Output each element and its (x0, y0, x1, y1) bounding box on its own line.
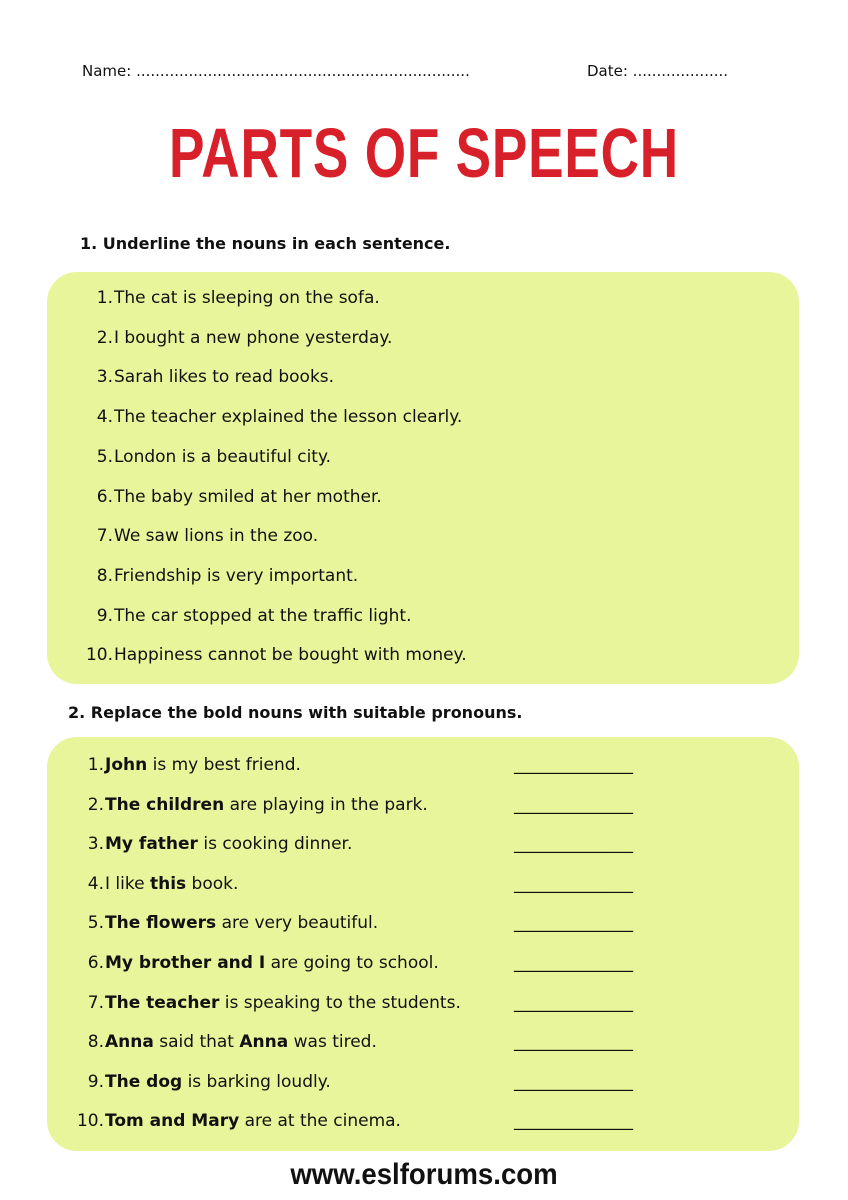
item-sentence: The baby smiled at her mother. (114, 486, 382, 507)
list-item (47, 1032, 799, 1062)
item-sentence (105, 755, 301, 775)
sentence-text: is speaking to the students. (219, 992, 461, 1013)
list-item (47, 487, 799, 517)
sentence-text: are going to school. (265, 953, 439, 973)
item-sentence: The car stopped at the traffic light. (114, 605, 412, 626)
answer-blank[interactable]: ______________ (514, 873, 633, 894)
list-item (47, 834, 799, 864)
item-number: 2. (87, 794, 104, 815)
list-item (47, 566, 799, 596)
section1-instruction: 1. Underline the nouns in each sentence. (80, 234, 451, 253)
answer-blank[interactable]: ______________ (514, 794, 633, 815)
item-number: 1. (96, 288, 113, 308)
item-sentence: I bought a new phone yesterday. (114, 327, 393, 348)
sentence-text: are very beautiful. (216, 913, 379, 934)
list-item (47, 526, 799, 556)
item-sentence: Sarah likes to read books. (114, 367, 335, 388)
sentence-text: is cooking dinner. (197, 834, 353, 855)
item-sentence: London is a beautiful city. (114, 446, 332, 467)
item-number: 3. (87, 834, 104, 855)
item-number: 10. (76, 1111, 104, 1132)
answer-blank[interactable]: ______________ (514, 1111, 633, 1132)
item-sentence (105, 795, 428, 815)
item-number: 4. (87, 873, 104, 894)
list-item (47, 328, 799, 358)
bold-noun: Tom and Mary (105, 1111, 240, 1132)
item-number: 6. (96, 486, 113, 507)
sentence-text: I like (105, 873, 150, 894)
list-item (47, 407, 799, 437)
section2-panel (47, 737, 799, 1151)
item-number: 8. (87, 1032, 104, 1053)
page-title: PARTS OF SPEECH (169, 114, 679, 192)
list-item (47, 1072, 799, 1102)
item-sentence (105, 993, 461, 1013)
name-field: Name: ...................................................................... (82, 62, 470, 80)
section1-panel (47, 272, 799, 684)
item-number: 8. (96, 565, 113, 586)
list-item (47, 447, 799, 477)
bold-noun: John (105, 755, 148, 775)
list-item (47, 913, 799, 943)
list-item (47, 645, 799, 675)
list-item (47, 1111, 799, 1141)
sentence-text: is my best friend. (147, 755, 301, 775)
item-number: 1. (87, 755, 104, 775)
bold-noun: The children (105, 794, 225, 815)
item-number: 7. (87, 992, 104, 1013)
footer-website: www.eslforums.com (290, 1158, 558, 1191)
item-number: 6. (87, 953, 104, 973)
answer-blank[interactable]: ______________ (514, 755, 633, 775)
bold-noun: My brother and I (105, 953, 266, 973)
bold-noun: The flowers (105, 913, 217, 934)
item-sentence (105, 1111, 401, 1131)
sentence-text: is barking loudly. (182, 1071, 331, 1092)
sentence-text: are playing in the park. (224, 794, 428, 815)
bold-noun: My father (105, 834, 198, 855)
list-item (47, 993, 799, 1023)
answer-blank[interactable]: ______________ (514, 992, 633, 1013)
list-item (47, 288, 799, 318)
bold-noun: Anna (239, 1032, 289, 1053)
item-number: 9. (87, 1071, 104, 1092)
item-sentence (105, 913, 378, 933)
sentence-text: are at the cinema. (239, 1111, 401, 1132)
item-sentence: Happiness cannot be bought with money. (114, 645, 467, 666)
answer-blank[interactable]: ______________ (514, 1032, 633, 1053)
list-item (47, 367, 799, 397)
item-sentence (105, 1032, 377, 1052)
list-item (47, 874, 799, 904)
item-sentence: The cat is sleeping on the sofa. (114, 288, 380, 308)
item-number: 9. (96, 605, 113, 626)
item-number: 5. (96, 446, 113, 467)
sentence-text: said that (153, 1032, 240, 1053)
item-number: 5. (87, 913, 104, 934)
list-item (47, 755, 799, 785)
section2-instruction: 2. Replace the bold nouns with suitable pronouns. (68, 703, 523, 722)
item-number: 4. (96, 407, 113, 428)
item-sentence: We saw lions in the zoo. (114, 526, 319, 547)
answer-blank[interactable]: ______________ (514, 834, 633, 855)
answer-blank[interactable]: ______________ (514, 953, 633, 973)
list-item (47, 606, 799, 636)
sentence-text: was tired. (288, 1032, 377, 1053)
item-sentence: Friendship is very important. (114, 565, 359, 586)
bold-noun: The teacher (105, 992, 220, 1013)
item-sentence: The teacher explained the lesson clearly. (114, 407, 463, 428)
answer-blank[interactable]: ______________ (514, 1071, 633, 1092)
item-sentence (105, 874, 238, 894)
date-field: Date: .................... (587, 62, 729, 80)
answer-blank[interactable]: ______________ (514, 913, 633, 934)
bold-noun: this (149, 873, 187, 894)
item-number: 2. (96, 327, 113, 348)
list-item (47, 795, 799, 825)
item-number: 3. (96, 367, 113, 388)
list-item (47, 953, 799, 983)
item-sentence (105, 953, 439, 973)
sentence-text: book. (186, 873, 239, 894)
bold-noun: Anna (105, 1032, 154, 1053)
bold-noun: The dog (105, 1071, 183, 1092)
item-sentence (105, 1072, 331, 1092)
item-number: 7. (96, 526, 113, 547)
item-number: 10. (85, 645, 113, 666)
item-sentence (105, 834, 352, 854)
